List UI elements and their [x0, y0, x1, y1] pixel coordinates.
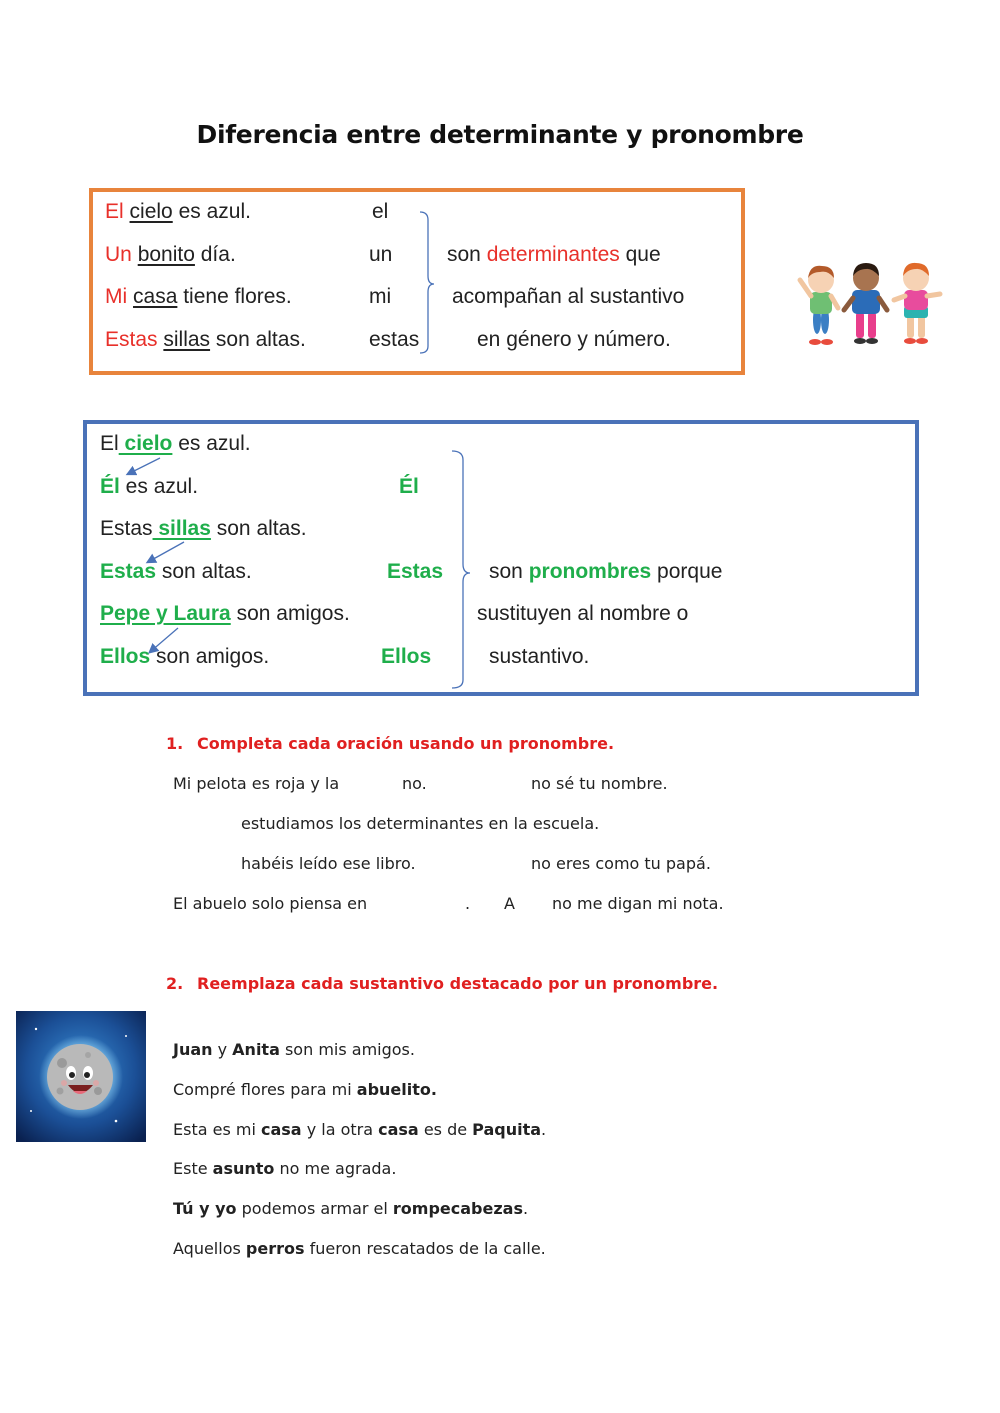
- exercise1-sentence-3b: no eres como tu papá.: [531, 854, 711, 873]
- exercise2-line-6: Aquellos perros fueron rescatados de la calle.: [173, 1239, 546, 1258]
- det-word-estas: estas: [369, 328, 420, 351]
- pron-explanation-line2: sustituyen al nombre o: [477, 602, 689, 625]
- pron-explanation-line3: sustantivo.: [489, 645, 590, 668]
- det-explanation-line3: en género y número.: [477, 328, 671, 351]
- exercise1-heading-number: 1.: [166, 734, 184, 753]
- det-sentence-3: Mi casa tiene flores.: [105, 285, 292, 308]
- exercise1-sentence-4d: no me digan mi nota.: [552, 894, 724, 913]
- exercise1-sentence-4c: A: [504, 894, 515, 913]
- exercise2-line-2: Compré flores para mi abuelito.: [173, 1080, 437, 1099]
- bracket-icon: [450, 448, 480, 692]
- pron-sentence-2: Él es azul.: [100, 475, 199, 498]
- exercise1-sentence-1a: Mi pelota es roja y la: [173, 774, 340, 793]
- exercise1-sentence-1c: no sé tu nombre.: [531, 774, 668, 793]
- det-word-un: un: [369, 243, 393, 266]
- pron-explanation-line1: son pronombres porque: [489, 560, 723, 583]
- exercise2-line-1: Juan y Anita son mis amigos.: [173, 1040, 415, 1059]
- exercise2-line-5: Tú y yo podemos armar el rompecabezas.: [173, 1199, 529, 1218]
- pron-sentence-1: El cielo es azul.: [100, 432, 251, 455]
- exercise1-sentence-1b: no.: [402, 774, 427, 793]
- exercise2-line-4: Este asunto no me agrada.: [173, 1159, 397, 1178]
- det-explanation-line2: acompañan al sustantivo: [452, 285, 685, 308]
- pron-sentence-4: Estas son altas.: [100, 560, 252, 583]
- pron-word-ellos: Ellos: [381, 645, 432, 668]
- page-title: Diferencia entre determinante y pronombre: [196, 120, 804, 149]
- pron-word-el: Él: [399, 475, 419, 498]
- exercise2-heading-number: 2.: [166, 974, 184, 993]
- exercise2-heading: Reemplaza cada sustantivo destacado por un pronombre.: [197, 974, 719, 993]
- moon-character-icon: [16, 1011, 146, 1142]
- pron-word-estas: Estas: [387, 560, 444, 583]
- exercise1-sentence-3a: habéis leído ese libro.: [241, 854, 416, 873]
- pron-sentence-5: Pepe y Laura son amigos.: [100, 602, 350, 625]
- det-word-el: el: [372, 200, 389, 223]
- det-sentence-4: Estas sillas son altas.: [105, 328, 306, 351]
- det-sentence-1: El cielo es azul.: [105, 200, 251, 223]
- det-sentence-2: Un bonito día.: [105, 243, 236, 266]
- pron-sentence-6: Ellos son amigos.: [100, 645, 270, 668]
- det-word-mi: mi: [369, 285, 392, 308]
- exercise1-sentence-2: estudiamos los determinantes en la escuela.: [241, 814, 600, 833]
- exercise1-sentence-4b: .: [465, 894, 471, 913]
- exercise1-heading: Completa cada oración usando un pronombre.: [197, 734, 615, 753]
- exercise1-sentence-4a: El abuelo solo piensa en: [173, 894, 368, 913]
- det-explanation-line1: son determinantes que: [447, 243, 661, 266]
- pron-sentence-3: Estas sillas son altas.: [100, 517, 307, 540]
- exercise2-line-3: Esta es mi casa y la otra casa es de Paquita.: [173, 1120, 547, 1139]
